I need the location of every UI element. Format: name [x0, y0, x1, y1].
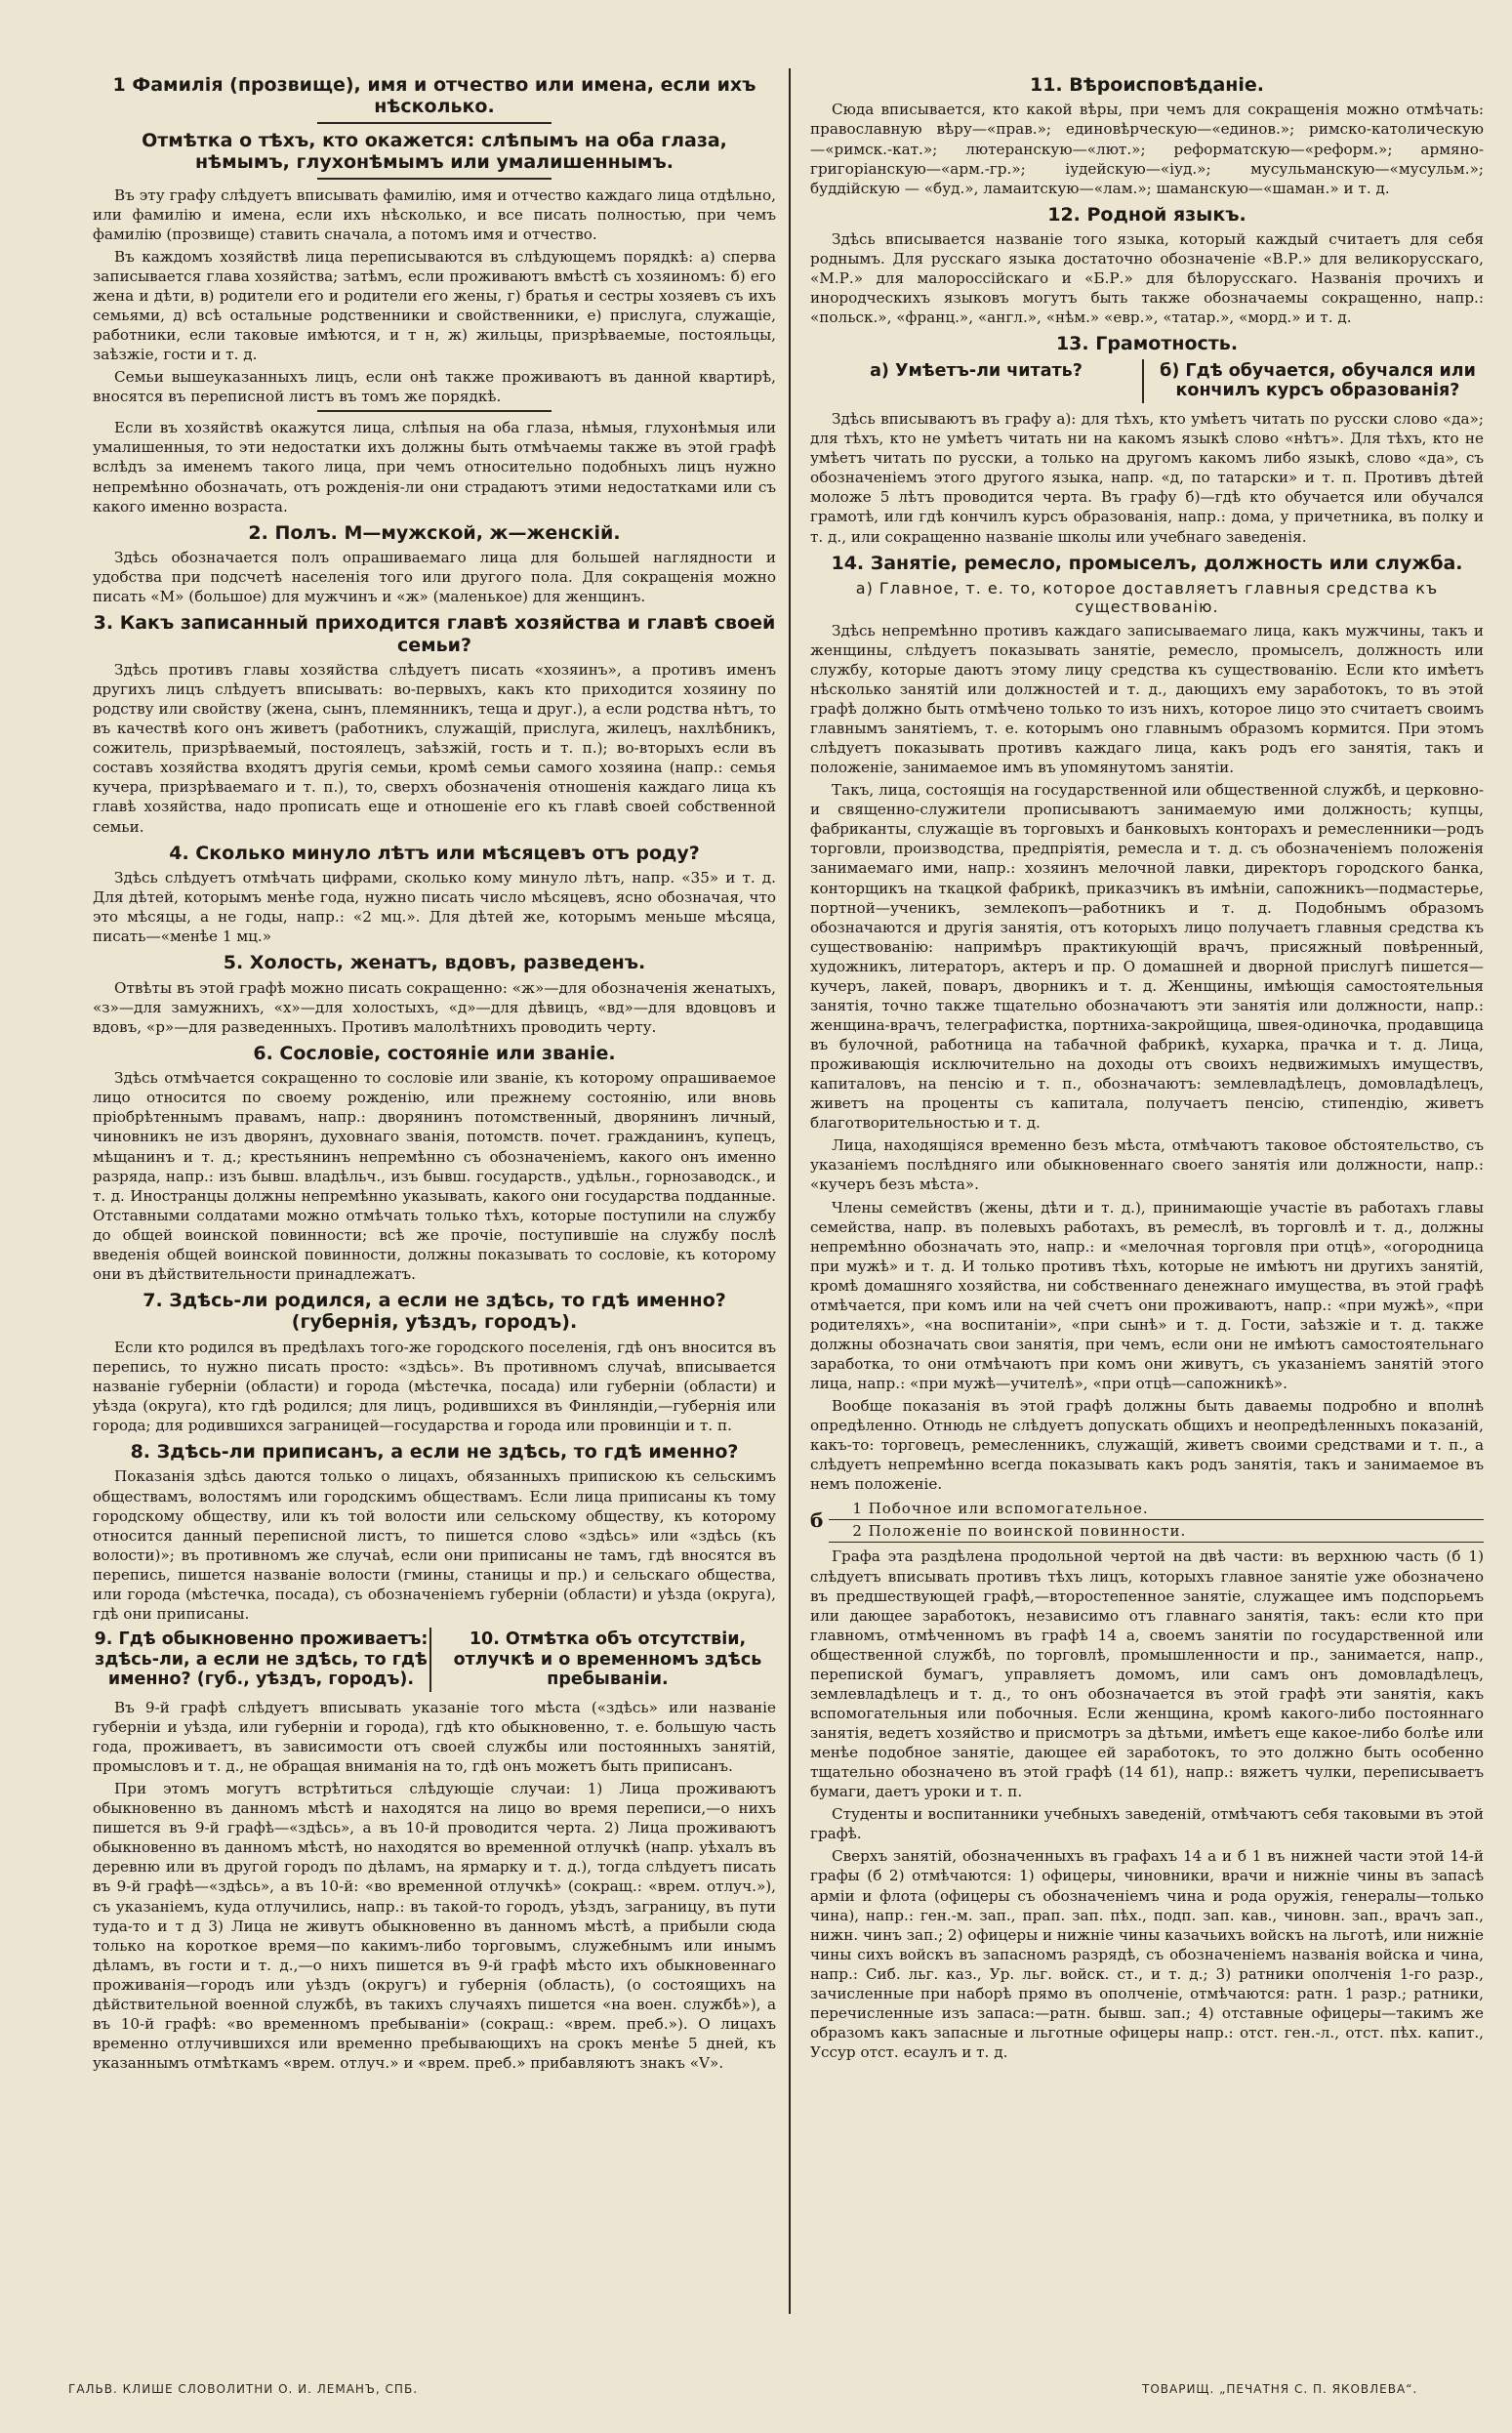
divider: [317, 178, 552, 180]
section-13a-title: а) Умѣетъ-ли читать?: [870, 360, 1083, 381]
left-column: [93, 68, 776, 2314]
section-14b2-title: 2 Положеніе по воинской повинности.: [829, 1520, 1484, 1543]
divider: [317, 410, 552, 412]
section-8-title: 8. Здѣсь-ли приписанъ, а если не здѣсь, то гдѣ именно?: [130, 1441, 739, 1464]
paragraph: Если въ хозяйствѣ окажутся лица, слѣпыя на оба глаза, нѣмыя, глухонѣмыя или умалишенныя, то эти недостатки ихъ должны быть отмѣчаемы также въ этой графѣ вслѣдъ за именемъ такого лица, при чемъ относительно подобныхъ лицъ нужно непремѣнно обозначать, отъ рожденія-ли они страдаютъ этими недостатками или съ какого именно возраста.: [93, 419, 776, 515]
right-column: [810, 68, 1484, 2314]
paragraph: Сверхъ занятій, обозначенныхъ въ графахъ 14 а и б 1 въ нижней части этой 14-й графы (б 2) отмѣчаются: 1) офицеры, чиновники, врачи и нижніе чины въ запасѣ арміи и флота (офицеры съ обозначеніемъ чина и рода оружія, генералы—только чина), напр.: ген.-м. зап., прап. зап. пѣх., подп. зап. кав., чиновн. зап., врачъ зап., нижн. чинъ зап.; 2) офицеры и нижніе чины казачьихъ войскъ на льготѣ, или нижніе чины сихъ войскъ въ запасномъ разрядѣ, съ обозначеніемъ названія войска и чина, напр.: Сиб. льг. каз., Ур. льг. войск. ст., и т. д.; 3) ратники ополченія 1-го разр., зачисленные при наборѣ прямо въ ополченіе, отмѣчаются: ратн. 1 разр.; ратники, перечисленные изъ запаса:—ратн. бывш. зап.; 4) отставные офицеры—такимъ же образомъ какъ запасные и льготные офицеры напр.: отст. ген.-л., отст. пѣх. капит., Уссур отст. есаулъ и т. д.: [810, 1847, 1484, 2062]
section-14-title: 14. Занятіе, ремесло, промыселъ, должность или служба.: [831, 552, 1463, 574]
paragraph: Здѣсь обозначается полъ опрашиваемаго лица для большей наглядности и удобства при подсчетѣ населенія того или другого пола. Для сокращенія можно писать «М» (большое) для мужчинъ и «ж» (маленькое) для женщинъ.: [93, 549, 776, 606]
paragraph: Показанія здѣсь даются только о лицахъ, обязанныхъ припискою къ сельскимъ обществамъ, волостямъ или городскимъ обществамъ. Если лица приписаны къ тому городскому обществу, или къ той волости или сельскому обществу, къ которому относится данный переписной листъ, то пишется слово «здѣсь» или «здѣсь (къ волости)»; въ противномъ же случаѣ, если они приписаны не тамъ, гдѣ вносятся въ перепись, пишется названіе волости (гмины, станицы и пр.) и сельскаго общества, или города (мѣстечка, посада), съ обозначеніемъ губерніи (области) и уѣзда (округа), гдѣ они приписаны.: [93, 1467, 776, 1623]
section-9-header: [93, 1628, 429, 1692]
paragraph: Здѣсь вписываютъ въ графу а): для тѣхъ, кто умѣетъ читать по русски слово «да»; для тѣхъ, кто не умѣетъ читать ни на какомъ языкѣ слово «нѣтъ». Для тѣхъ, кто не умѣетъ читать по русски, а только на другомъ какомъ либо языкѣ, слово «да», съ обозначеніемъ этого другого языка, напр. «д, по татарски» и т. п. Противъ дѣтей моложе 5 лѣтъ проводится черта. Въ графу б)—гдѣ кто обучается или обучался грамотѣ, или гдѣ кончилъ курсъ образованія, напр.: дома, у причетника, въ полку и т. д., или сокращенно названіе школы или учебнаго заведенія.: [810, 410, 1484, 546]
paragraph: Въ каждомъ хозяйствѣ лица переписываются въ слѣдующемъ порядкѣ: а) сперва записывается глава хозяйства; затѣмъ, если проживаютъ вмѣстѣ съ хозяиномъ: б) его жена и дѣти, в) родители его и родители его жены, г) братья и сестры хозяевъ съ ихъ семьями, д) всѣ остальные родственники и свойственники, е) прислуга, служащіе, работники, если таковые имѣются, и т н, ж) жильцы, призрѣваемые, постояльцы, заѣзжіе, гости и т. д.: [93, 247, 776, 364]
section-14a-title: а) Главное, т. е. то, которое доставляетъ главныя средства къ существованію.: [855, 578, 1439, 616]
paragraph: Такъ, лица, состоящія на государственной или общественной службѣ, и церковно-и священно-служители прописываютъ занимаемую ими должность; купцы, фабриканты, служащіе въ торговыхъ и банковыхъ конторахъ и ремесленники—родъ торговли, производства, предпріятія, ремесла и т. д. съ обозначеніемъ положенія занимаемаго ими, напр.: хозяинъ мелочной лавки, директоръ городского банка, конторщикъ на ткацкой фабрикѣ, приказчикъ въ имѣніи, сапожникъ—подмастерье, портной—ученикъ, землекопъ—работникъ и т. д. Подобнымъ образомъ обозначаются и другія занятія, отъ которыхъ лицо получаетъ главныя средства къ существованію: напримѣръ практикующій врачъ, присяжный повѣренный, художникъ, литераторъ, актеръ и пр. О домашней и дворной прислугѣ пишется—кучеръ, лакей, поваръ, дворникъ и т. д. Женщины, имѣющія самостоятельныя занятія, точно также тщательно обозначаютъ эти занятія или должности, напр.: женщина-врачъ, телеграфистка, портниха-закройщица, швея-одиночка, продавщица въ булочной, работница на табачной фабрикѣ, кухарка, прачка и т. д. Лица, проживающія исключительно на доходы отъ своихъ недвижимыхъ имуществъ, капиталовъ, на пенсію и т. п., обозначаютъ: землевладѣлецъ, домовладѣлецъ, живетъ на проценты съ капитала, получаетъ пенсію, стипендію, живетъ благотворительностью и т. д.: [810, 781, 1484, 1133]
section-7-title: 7. Здѣсь-ли родился, а если не здѣсь, то гдѣ именно? (губернія, уѣздъ, городъ).: [143, 1289, 726, 1334]
section-3-title: 3. Какъ записанный приходится главѣ хозяйства и главѣ своей семьи?: [93, 612, 776, 656]
paragraph: Отвѣты въ этой графѣ можно писать сокращенно: «ж»—для обозначенія женатыхъ, «з»—для замужнихъ, «х»—для холостыхъ, «д»—для дѣвицъ, «вд»—для вдовцовъ и вдовъ, «р»—для разведенныхъ. Противъ малолѣтнихъ проводить черту.: [93, 978, 776, 1036]
section-10-header: [429, 1628, 776, 1692]
paragraph: Семьи вышеуказанныхъ лицъ, если онѣ также проживаютъ въ данной квартирѣ, вносятся въ переписной листъ въ томъ же порядкѣ.: [93, 368, 776, 406]
paragraph: При этомъ могутъ встрѣтиться слѣдующіе случаи: 1) Лица проживаютъ обыкновенно въ данномъ мѣстѣ и находятся на лицо во время переписи,—о нихъ пишется въ 9-й графѣ—«здѣсь», а въ 10-й проводится черта. 2) Лица проживаютъ обыкновенно въ данномъ мѣстѣ, но находятся во временной отлучкѣ (напр. уѣхалъ въ деревню или въ другой городъ по дѣламъ, на ярмарку и т. д.), тогда слѣдуетъ писать въ 9-й графѣ—«здѣсь», а въ 10-й: «во временной отлучкѣ» (сокращ.: «врем. отлуч.»), съ указаніемъ, куда отлучились, напр.: въ такой-то городъ, уѣздъ, заграницу, въ пути туда-то и т д 3) Лица не живутъ обыкновенно въ данномъ мѣстѣ, а прибыли сюда только на короткое время—по какимъ-либо торговымъ, служебнымъ или инымъ дѣламъ, въ гости и т. д.,—о нихъ пишется въ 9-й графѣ мѣсто ихъ обыкновеннаго проживанія—городъ или уѣздъ (округъ) и губернія (область), (о состоящихъ на дѣйствительной военной службѣ, въ такихъ случаяхъ пишется «на воен. службѣ»), а въ 10-й графѣ: «во временномъ пребываніи» (сокращ.: «врем. преб.»). О лицахъ временно отлучившихся или временно пребывающихъ на срокъ менѣе 5 дней, къ указаннымъ отмѣткамъ «врем. отлуч.» и «врем. преб.» прибавляютъ знакъ «V».: [93, 1780, 776, 2073]
sections-9-10-header: [93, 1628, 776, 1692]
section-5-title: 5. Холость, женатъ, вдовъ, разведенъ.: [223, 952, 646, 974]
paragraph: Здѣсь вписывается названіе того языка, который каждый считаетъ для себя роднымъ. Для русскаго языка достаточно обозначеніе «В.Р.» для великорусскаго, «М.Р.» для малороссійскаго и «Б.Р.» для бѣлорусскаго. Названія прочихъ и инородческихъ языковъ могутъ быть также обозначаемы сокращенно, напр.: «польск.», «франц.», «англ.», «нѣм.» «евр.», «татар.», «морд.» и т. д.: [810, 230, 1484, 327]
paragraph: Сюда вписывается, кто какой вѣры, при чемъ для сокращенія можно отмѣчать: православную вѣру—«прав.»; единовѣрческую—«единов.»; римско-католическую—«римск.-кат.»; лютеранскую—«лют.»; реформатскую—«реформ.»; армяно-григоріанскую—«арм.-гр.»; іудейскую—«іуд.»; мусульманскую—«мусульм.»; буддійскую — «буд.», ламаитскую—«лам.»; шаманскую—«шаман.» и т. д.: [810, 101, 1484, 197]
section-1-subtitle: Отмѣтка о тѣхъ, кто окажется: слѣпымъ на оба глаза, нѣмымъ, глухонѣмымъ или умалишеннымъ.: [142, 129, 727, 174]
section-14b-subheaders: [810, 1498, 1484, 1543]
paragraph: Здѣсь слѣдуетъ отмѣчать цифрами, сколько кому минуло лѣтъ, напр. «35» и т. д. Для дѣтей, которымъ менѣе года, нужно писать число мѣсяцевъ, ясно обозначая, что это мѣсяцы, а не годы, напр.: «2 мц.». Для дѣтей же, которымъ меньше мѣсяца, писать—«менѣе 1 мц.»: [93, 869, 776, 946]
paragraph: Студенты и воспитанники учебныхъ заведеній, отмѣчаютъ себя таковыми въ этой графѣ.: [810, 1805, 1484, 1843]
paragraph: Здѣсь непремѣнно противъ каждаго записываемаго лица, какъ мужчины, такъ и женщины, слѣдуетъ показывать занятіе, ремесло, промыселъ, должность или службу, которые даютъ этому лицу средства къ существованію. Если кто имѣетъ нѣсколько занятій или должностей и т. д., дающихъ ему заработокъ, то въ этой графѣ должно быть отмѣчено только то изъ нихъ, которое лицо это считаетъ своимъ главнымъ занятіемъ, т. е. которымъ оно главнымъ образомъ кормится. При этомъ слѣдуетъ показывать противъ каждаго лица, какъ родъ его занятія, такъ и положеніе, занимаемое имъ въ упомянутомъ занятіи.: [810, 621, 1484, 777]
paragraph: Лица, находящіяся временно безъ мѣста, отмѣчаютъ таковое обстоятельство, съ указаніемъ послѣдняго или обыкновеннаго своего занятія или должности, напр.: «кучеръ безъ мѣста».: [810, 1136, 1484, 1194]
column-divider: [789, 68, 791, 2314]
printer-credit-left: ГАЛЬВ. КЛИШЕ СЛОВОЛИТНИ О. И. ЛЕМАНЪ, СПБ.: [68, 2382, 419, 2396]
section-11-title: 11. Вѣроисповѣданіе.: [1029, 74, 1265, 96]
section-4-title: 4. Сколько минуло лѣтъ или мѣсяцевъ отъ роду?: [169, 842, 700, 864]
paragraph: Если кто родился въ предѣлахъ того-же городского поселенія, гдѣ онъ вносится въ перепись, то нужно писать просто: «здѣсь». Въ противномъ случаѣ, вписывается названіе губерніи (области) и города (мѣстечка, посада) или губерніи (области) и уѣзда (округа), кто гдѣ родился; для лицъ, родившихся въ Финляндіи,—губернія или города; для родившихся заграницей—государства и города или провинціи и т. п.: [93, 1338, 776, 1434]
section-13b-title: б) Гдѣ обучается, обучался или кончилъ курсъ образованія?: [1160, 360, 1476, 401]
section-13b-header: [1142, 359, 1484, 403]
printer-credit-right: ТОВАРИЩ. „ПЕЧАТНЯ С. П. ЯКОВЛЕВА“.: [1142, 2382, 1418, 2396]
paragraph: Вообще показанія въ этой графѣ должны быть даваемы подробно и вполнѣ опредѣленно. Отнюдь не слѣдуетъ допускать общихъ и неопредѣленныхъ показаній, какъ-то: торговецъ, ремесленникъ, служащій, живетъ своими средствами и т. п., а слѣдуетъ непремѣнно всегда показывать какъ родъ занятія, такъ и занимаемое въ немъ положеніе.: [810, 1397, 1484, 1494]
section-13-subheaders: [810, 359, 1484, 403]
section-12-title: 12. Родной языкъ.: [1047, 203, 1246, 226]
section-13-title: 13. Грамотность.: [1055, 333, 1239, 355]
paragraph: Въ эту графу слѣдуетъ вписывать фамилію, имя и отчество каждаго лица отдѣльно, или фамилію и имена, если ихъ нѣсколько, и все писать полностью, при чемъ фамилію (прозвище) ставить сначала, а потомъ имя и отчество.: [93, 186, 776, 243]
paragraph: Здѣсь противъ главы хозяйства слѣдуетъ писать «хозяинъ», а противъ именъ другихъ лицъ слѣдуетъ вписывать: во-первыхъ, какъ кто приходится хозяину по родству или свойству (жена, сынъ, племянникъ, теща и друг.), а если родства нѣтъ, то въ качествѣ кого онъ живетъ (работникъ, служащій, прислуга, жилецъ, нахлѣбникъ, сожитель, призрѣваемый, постоялецъ, заѣзжій, гость и т. п.); во-вторыхъ если въ составъ хозяйства входятъ другія семьи, кромѣ семьи самого хозяина (напр.: семья кучера, призрѣваемаго и т. п.), то, сверхъ обозначенія отношенія каждаго лица къ главѣ хозяйства, надо прописать еще и отношеніе его къ главѣ своей собственной семьи.: [93, 661, 776, 836]
section-10-title: 10. Отмѣтка объ отсутствіи, отлучкѣ и о временномъ здѣсь пребываніи.: [453, 1629, 762, 1690]
section-14b-letter: б: [810, 1508, 824, 1533]
section-14b1-title: 1 Побочное или вспомогательное.: [829, 1498, 1484, 1520]
section-13a-header: [810, 359, 1142, 403]
paragraph: Члены семействъ (жены, дѣти и т. д.), принимающіе участіе въ работахъ главы семейства, напр. въ полевыхъ работахъ, въ ремеслѣ, въ торговлѣ и т. д., должны непремѣнно обозначать это, напр.: и «мелочная торговля при отцѣ», «огородница при мужѣ» и т. д. И только противъ тѣхъ, которые не имѣютъ ни другихъ занятій, кромѣ домашняго хозяйства, ни собственнаго денежнаго имущества, въ этой графѣ отмѣчается, при комъ или на чей счетъ они проживаютъ, напр.: «при мужѣ», «при родителяхъ», «на воспитаніи», «при сынѣ» и т. д. Гости, заѣзжіе и т. д. также должны обозначать свои занятія, при чемъ, если они не имѣютъ самостоятельнаго заработка, то они отмѣчаютъ при комъ они живутъ, съ указаніемъ занятій этого лица, напр.: «при мужѣ—учителѣ», «при отцѣ—сапожникѣ».: [810, 1198, 1484, 1393]
paragraph: Въ 9-й графѣ слѣдуетъ вписывать указаніе того мѣста («здѣсь» или названіе губерніи и уѣзда, или губерніи и города), гдѣ кто обыкновенно, т. е. большую часть года, проживаетъ, въ зависимости отъ своей службы или постоянныхъ занятій, промысловъ и т. д., не обращая вниманія на то, гдѣ онъ можетъ быть приписанъ.: [93, 1698, 776, 1776]
section-9-title: 9. Гдѣ обыкновенно проживаетъ: здѣсь-ли, а если не здѣсь, то гдѣ именно? (губ., уѣздъ, городъ).: [94, 1629, 429, 1690]
section-2-title: 2. Полъ. М—мужской, ж—женскій.: [248, 521, 621, 544]
section-6-title: 6. Сословіе, состояніе или званіе.: [253, 1042, 616, 1064]
section-1-title: 1 Фамилія (прозвище), имя и отчество или имена, если ихъ нѣсколько.: [112, 74, 756, 118]
divider: [317, 122, 552, 124]
paragraph: Графа эта раздѣлена продольной чертой на двѣ части: въ верхнюю часть (б 1) слѣдуетъ вписывать противъ тѣхъ лицъ, которыхъ главное занятіе уже обозначено въ предшествующей графѣ,—второстепенное занятіе, служащее имъ подспорьемъ или дающее заработокъ, независимо отъ главнаго занятія, такъ: если кто при главномъ, отмѣченномъ въ графѣ 14 а, своемъ занятіи по государственной или общественной службѣ, по торговлѣ, промышленности и пр., занимается, напр., перепиской бумагъ, управляетъ домомъ, или самъ онъ домовладѣлецъ, землевладѣлецъ и т. д., то онъ обозначается въ этой графѣ эти занятія, какъ вспомогательныя или побочныя. Если женщина, кромѣ какого-либо постояннаго занятія, ведетъ хозяйство и присмотръ за дѣтьми, имѣетъ еще какое-либо болѣе или менѣе подобное занятіе, дающее ей заработокъ, то это должно быть особенно тщательно обозначено въ этой графѣ (14 б1), напр.: вяжетъ чулки, переписываетъ бумаги, даетъ уроки и т. п.: [810, 1547, 1484, 1801]
paragraph: Здѣсь отмѣчается сокращенно то сословіе или званіе, къ которому опрашиваемое лицо относится по своему рожденію, или прежнему состоянію, или вновь пріобрѣтеннымъ правамъ, напр.: дворянинъ потомственный, дворянинъ личный, чиновникъ не изъ дворянъ, духовнаго званія, потомств. почет. гражданинъ, купецъ, мѣщанинъ и т. д.; крестьянинъ непремѣнно съ обозначеніемъ, какого онъ именно разряда, напр.: изъ бывш. владѣльч., изъ бывш. государств., удѣльн., горнозаводск., и т. д. Иностранцы должны непремѣнно указывать, какого они государства подданные. Отставными солдатами можно отмѣчать только тѣхъ, которые поступили на службу до общей воинской повинности; всѣ же прочіе, поступившіе на службу послѣ введенія общей воинской повинности, должны показывать то сословіе, къ которому они въ дѣйствительности принадлежатъ.: [93, 1069, 776, 1283]
